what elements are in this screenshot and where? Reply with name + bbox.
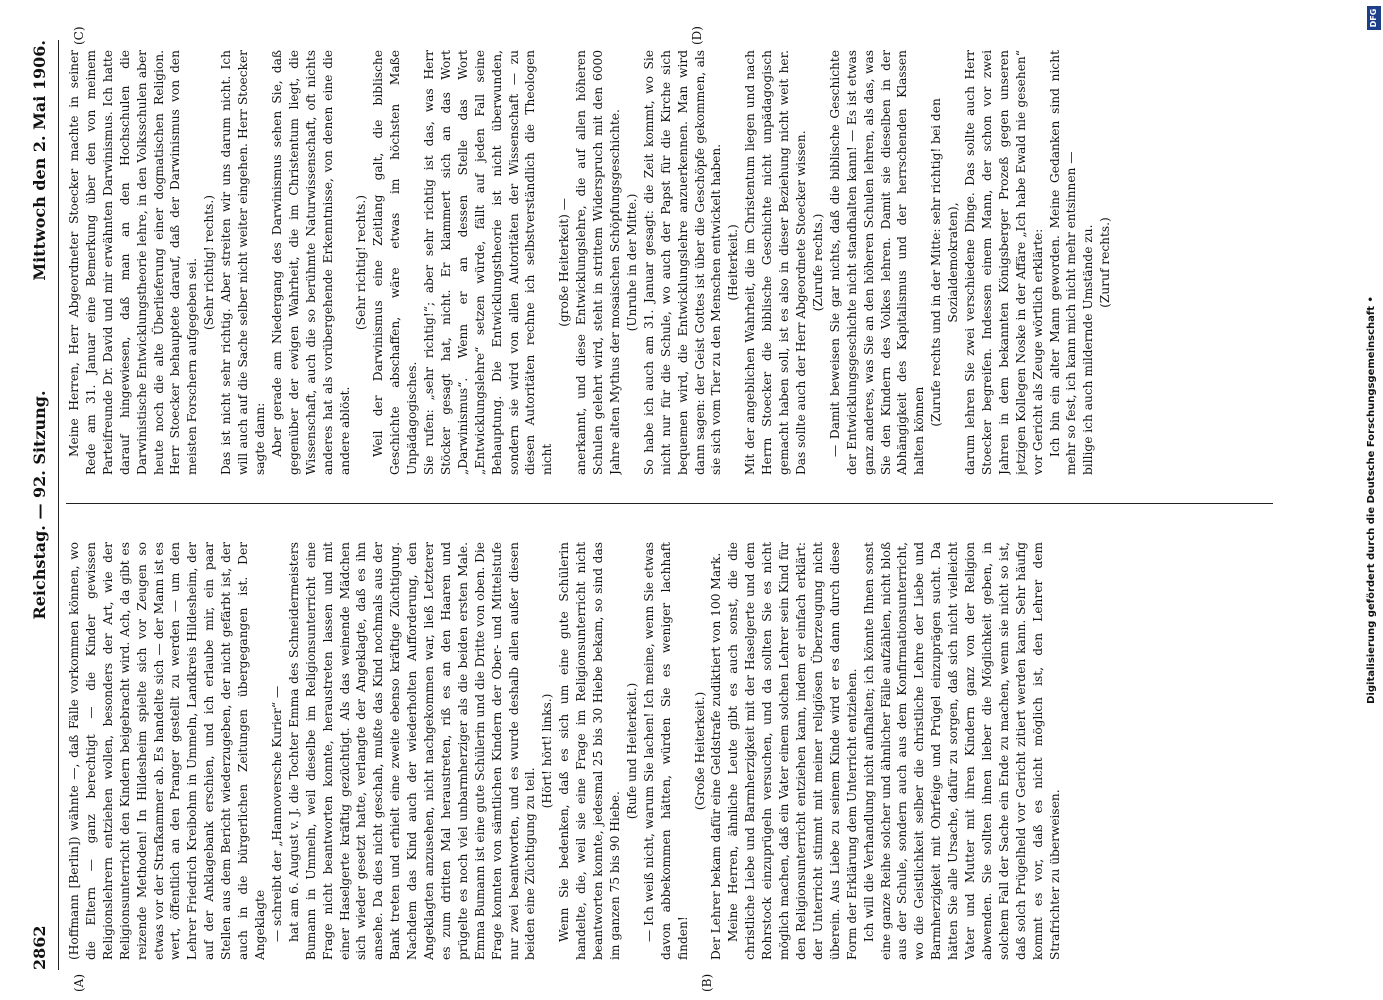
interjection: (große Heiterkeit) — xyxy=(557,198,572,327)
paragraph: Das ist nicht sehr richtig. Aber streiten wir uns darum nicht. Ich will auch auf die Sache selber nicht weiter eingehen. Herr Stoecker sagte dann: xyxy=(219,50,267,475)
margin-marker-d: (D) xyxy=(690,26,704,45)
interjection: (Hört! hört! links.) xyxy=(540,693,555,809)
paragraph: billige ich auch mildernde Umstände zu. xyxy=(1081,224,1096,475)
quoted-paragraph: hat am 6. August v. J. die Tochter Emma des Schneidermeisters Bumann in Ummeln, weil dieselbe im Religionsunterricht eine Frage nicht beantworten konnte, heraustreten lassen und mit einer Haselgerte kräftig gezüchtigt. Als das weinende Mädchen sich wieder gesetzt hatte, verlangte der Angeklagte, daß es ihn ansehe. Da dies nicht geschah, mußte das Kind nochmals aus der Bank treten und erhielt eine zweite ebenso kräftige Züchtigung. Nachdem das Kind auch der wiederholten Aufforderung, den Angeklagten anzusehen, nicht nachgekommen war, ließ Letzterer es zum dritten Mal heraustreten, riß es an den Haaren und prügelte es noch viel unbarmherziger als die beiden ersten Male. Emma Bumann ist eine gute Schülerin und die Dritte von oben. Die Frage konnten von sämtlichen Kindern der Ober- und Mittelstufe nur zwei beantworten, und es wurde deshalb allen außer diesen beiden eine Züchtigung zu teil. xyxy=(286,542,538,960)
paragraph: Meine Herren, Herr Abgeordneter Stoecker machte in seiner Rede am 31. Januar eine Bemerkung über den von meinem Parteifreunde Dr. David und mir erwähnten Darwinismus. Ich hatte darauf hingewiesen, daß man an den Hochschulen die Darwinistische Entwicklungstheorie lehre, in den Volksschulen aber heute noch die alte Überlieferung einer dogmatischen Religion. Herr Stoecker behauptete darauf, daß der Darwinismus von den meisten Forschern aufgegeben sei. xyxy=(67,50,200,475)
digitization-credit xyxy=(1366,0,1377,1000)
paragraph: — Ich weiß nicht, warum Sie lachen! Ich meine, wenn Sie etwas davon abbekommen hätten, würden Sie es weniger lachhaft finden! xyxy=(641,542,690,960)
header-rule xyxy=(58,40,59,970)
right-column xyxy=(66,50,1273,475)
paragraph: — schreibt der „Hannoversche Kurier“ — xyxy=(269,685,284,942)
paragraph: Wenn Sie bedenken, daß es sich um eine gute Schülerin handelte, die, weil sie eine Frage im Religionsunterricht nicht beantworten konnte, jedesmal 25 bis 30 Hiebe bekam, so sind das im ganzen 75 bis 90 Hiebe. xyxy=(557,542,622,960)
quoted-paragraph: Aber gerade am Niedergang des Darwinismus sehen Sie, daß gegenüber der ewigen Wahrheit, die im Christentum liegt, die Wissenschaft, auch die so berühmte Naturwissenschaft, oft nichts anderes hat als vorübergehende Erkenntnisse, von denen eine die andere ablöst. xyxy=(269,50,352,475)
interjection: (Zurufe rechts.) xyxy=(810,213,825,312)
interjection: (Unruhe in der Mitte.) xyxy=(624,193,639,332)
paragraph: Sie rufen: „sehr richtig!“; aber sehr richtig ist das, was Herr Stöcker gesagt hat, nicht. Er klammert sich an das Wort „Darwinismus“. Wenn er an dessen Stelle das Wort „Entwicklungslehre“ setzen würde, fällt auf jeden Fall seine Behauptung. Die Entwicklungstheorie ist nicht überwunden, sondern sie wird von allen Autoritäten der Wissenschaft — zu diesen Autoritäten rechne ich selbstverständlich die Theologen nicht xyxy=(422,50,555,475)
interjection: (Große Heiterkeit.) xyxy=(692,691,707,811)
page-number: 2862 xyxy=(30,925,49,970)
margin-marker-b: (B) xyxy=(700,973,714,992)
paragraph: Der Lehrer bekam dafür eine Geldstrafe zudiktiert von 100 Mark. xyxy=(709,552,724,960)
interjection: (Zurufe rechts und in der Mitte: sehr richtig! bei den Sozialdemokraten), xyxy=(929,98,961,427)
credit-text: Digitalisierung gefördert durch die Deutsche Forschungsgemeinschaft • xyxy=(1366,296,1377,704)
margin-marker-a: (A) xyxy=(72,973,86,992)
paragraph: anerkannt, und diese Entwicklungslehre, die auf allen höheren Schulen gelehrt wird, steht in strittem Widerspruch mit den 6000 Jahre alten Mythus der mosaischen Schöpfungsgeschichte. xyxy=(574,50,622,475)
paragraph: So habe ich auch am 31. Januar gesagt: die Zeit kommt, wo Sie nicht nur für die Schule, wo auch der Papst für die Kirche sich bequemen wird, die Entwicklungslehre anzuerkennen. Man wird dann sagen: der Geist Gottes ist über die Geschöpfe gekommen, als sie sich vom Tier zu den Menschen entwickelt haben. xyxy=(641,50,724,475)
session-title: Reichstag. — 92. Sitzung. xyxy=(30,390,49,620)
page-header xyxy=(30,40,56,970)
paragraph: darum lehren Sie zwei verschiedene Dinge. Das sollte auch Herr Stoecker begreifen. Indessen einem Mann, der schon vor zwei Jahren in dem bekannten Königsberger Prozeß gegen unseren jetzigen Kollegen Noske in der Affäre „Ich habe Ewald nie gesehen“ vor Gericht als Zeuge wörtlich erklärte: xyxy=(963,50,1045,475)
paragraph: (Hoffmann [Berlin]) wähnte —, daß Fälle vorkommen können, wo die Eltern — ganz berechtigt — die Kinder gewissen Religionslehrern entziehen wollen, besonders der Art, wie der Religionsunterricht den Kindern beigebracht wird. Ach, da gibt es reizende Methoden! In Hildesheim spielte sich vor Zeugen so etwas vor der Strafkammer ab. Es handelte sich — der Mann ist es wert, öffentlich an den Pranger gestellt zu werden — um den Lehrer Friedrich Kreibohm in Ummeln, Landkreis Hildesheim, der auf der Anklagebank erschien, und ich erlaube mir, ein paar Stellen aus dem Bericht wiederzugeben, der nicht gefärbt ist, der auch in die bürgerlichen Zeitungen übergegangen ist. Der Angeklagte xyxy=(67,542,267,960)
paragraph: Mit der angeblichen Wahrheit, die im Christentum liegen und nach Herrn Stoecker die biblische Geschichte nicht unpädagogisch gemacht haben soll, ist es also in dieser Beziehung nicht weit her. Das sollte auch der Herr Abgeordnete Stoecker wissen. xyxy=(743,50,808,475)
paragraph: Weil der Darwinismus eine Zeitlang galt, die biblische Geschichte abschaffen, wäre etwas im höchsten Maße Unpädagogisches. xyxy=(371,50,420,475)
left-column xyxy=(66,542,1273,960)
interjection: (Heiterkeit.) xyxy=(726,224,741,301)
interjection: (Sehr richtig! rechts.) xyxy=(202,194,217,331)
interjection: (Sehr richtig! rechts.) xyxy=(354,194,369,331)
quoted-paragraph: Ich bin ein alter Mann geworden. Meine Gedanken sind nicht mehr so fest, ich kann mich nicht mehr entsinnen — xyxy=(1047,50,1079,475)
paragraph: — Damit beweisen Sie gar nichts, daß die biblische Geschichte der Entwicklungsgeschichte nicht standhalten kann! — Es ist etwas ganz anderes, was Sie an den höheren Schulen lehren, als das, was Sie den Kindern des Volkes lehren. Damit sie dieselben in der Abhängigkeit des Kapitalismus und der herrschenden Klassen halten können xyxy=(827,50,927,475)
interjection: (Rufe und Heiterkeit.) xyxy=(624,682,639,820)
paragraph: Ich will die Verhandlung nicht aufhalten; ich könnte Ihnen sonst eine ganze Reihe solcher und ähnlicher Fälle aufzählen, nicht bloß aus der Schule, sondern auch aus dem Konfirmationsunterricht, wo die Geistlichkeit selber die christliche Lehre der Liebe und Barmherzigkeit mit Ohrfeige und Prügel einzuprägen sucht. Da hätten Sie alle Ursache, dafür zu sorgen, daß sich nicht vielleicht Vater und Mutter mit ihren Kindern ganz von der Religion abwenden. Sie sollten ihnen lieber die Möglichkeit geben, in solchem Fall der Sache ein Ende zu machen, wenn sie nicht so ist, daß solch Prügelheld vor Gericht zitiert werden kann. Sehr häufig kommt es vor, daß es nicht möglich ist, den Lehrer dem Strafrichter zu überweisen. xyxy=(861,542,1062,960)
dfg-logo: DFG xyxy=(1367,6,1381,30)
margin-marker-c: (C) xyxy=(72,26,86,45)
column-divider xyxy=(66,503,1273,504)
session-date: Mittwoch den 2. Mai 1906. xyxy=(30,40,49,281)
paragraph: Meine Herren, ähnliche Leute gibt es auch sonst, die die christliche Liebe und Barmherzigkeit mit der Haselgerte und dem Rohrstock einzuprügeln versuchen, und da sollten Sie es nicht möglich machen, daß ein Vater einem solchen Lehrer sein Kind für den Religionsunterricht entziehen kann, indem er einfach erklärt: der Unterricht stimmt mit meiner religiösen Überzeugung nicht überein. Aus Liebe zu seinem Kinde wird er es dann durch diese Form der Erklärung dem Unterricht entziehen. xyxy=(726,542,859,960)
interjection: (Zuruf rechts.) xyxy=(1098,217,1113,308)
